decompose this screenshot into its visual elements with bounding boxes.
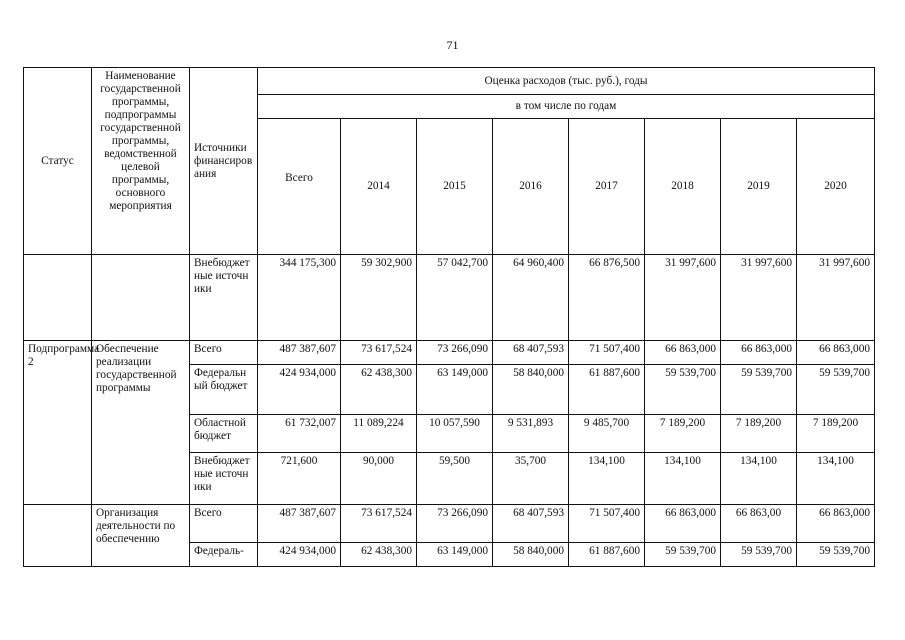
value-cell: 35,700 bbox=[493, 453, 569, 505]
table-row bbox=[24, 341, 875, 365]
value-cell: 9 531,893 bbox=[493, 415, 569, 453]
table-row bbox=[24, 505, 875, 543]
value-cell: 73 266,090 bbox=[417, 341, 493, 365]
value-cell: 59 539,700 bbox=[721, 365, 797, 415]
header-year: 2017 bbox=[569, 119, 645, 255]
header-funding-source: Источники финансирования bbox=[190, 68, 258, 255]
value-cell: 71 507,400 bbox=[569, 341, 645, 365]
value-cell: 31 997,600 bbox=[721, 255, 797, 341]
header-year: 2016 bbox=[493, 119, 569, 255]
value-cell: 64 960,400 bbox=[493, 255, 569, 341]
value-cell: 7 189,200 bbox=[645, 415, 721, 453]
value-cell: 66 863,000 bbox=[721, 341, 797, 365]
value-cell: 61 887,600 bbox=[569, 543, 645, 567]
value-cell: 90,000 bbox=[341, 453, 417, 505]
header-estimate: Оценка расходов (тыс. руб.), годы bbox=[258, 68, 875, 95]
header-program-name: Наименование государственной программы, подпрограммы государственной программы, ведомственной целевой программы, основного мероприятия bbox=[92, 68, 190, 255]
value-cell: 62 438,300 bbox=[341, 543, 417, 567]
value-cell: 59 539,700 bbox=[721, 543, 797, 567]
funding-source-cell: Федераль- bbox=[190, 543, 258, 567]
value-cell: 31 997,600 bbox=[797, 255, 875, 341]
header-by-year: в том числе по годам bbox=[258, 95, 875, 119]
header-total: Всего bbox=[258, 119, 341, 255]
value-cell: 11 089,224 bbox=[341, 415, 417, 453]
value-cell: 58 840,000 bbox=[493, 543, 569, 567]
value-cell: 73 617,524 bbox=[341, 341, 417, 365]
header-status: Статус bbox=[24, 68, 92, 255]
total-cell: 344 175,300 bbox=[258, 255, 341, 341]
header-year: 2019 bbox=[721, 119, 797, 255]
value-cell: 68 407,593 bbox=[493, 341, 569, 365]
total-cell: 487 387,607 bbox=[258, 505, 341, 543]
value-cell: 73 266,090 bbox=[417, 505, 493, 543]
status-cell bbox=[24, 255, 92, 341]
value-cell: 134,100 bbox=[645, 453, 721, 505]
header-year: 2015 bbox=[417, 119, 493, 255]
value-cell: 71 507,400 bbox=[569, 505, 645, 543]
value-cell: 66 876,500 bbox=[569, 255, 645, 341]
value-cell: 58 840,000 bbox=[493, 365, 569, 415]
funding-source-cell: Внебюджетные источники bbox=[190, 453, 258, 505]
value-cell: 62 438,300 bbox=[341, 365, 417, 415]
header-year: 2018 bbox=[645, 119, 721, 255]
funding-source-cell: Всего bbox=[190, 341, 258, 365]
value-cell: 73 617,524 bbox=[341, 505, 417, 543]
value-cell: 134,100 bbox=[721, 453, 797, 505]
value-cell: 134,100 bbox=[569, 453, 645, 505]
funding-source-cell: Областной бюджет bbox=[190, 415, 258, 453]
value-cell: 63 149,000 bbox=[417, 365, 493, 415]
value-cell: 59 539,700 bbox=[797, 365, 875, 415]
program-name-cell: Организация деятельности по обеспечению bbox=[92, 505, 190, 567]
total-cell: 487 387,607 bbox=[258, 341, 341, 365]
value-cell: 57 042,700 bbox=[417, 255, 493, 341]
value-cell: 59,500 bbox=[417, 453, 493, 505]
value-cell: 59 539,700 bbox=[645, 365, 721, 415]
header-year: 2020 bbox=[797, 119, 875, 255]
program-name-cell: Обеспечение реализации государственной программы bbox=[92, 341, 190, 505]
value-cell: 31 997,600 bbox=[645, 255, 721, 341]
value-cell: 9 485,700 bbox=[569, 415, 645, 453]
program-name-cell bbox=[92, 255, 190, 341]
value-cell: 59 539,700 bbox=[645, 543, 721, 567]
total-cell: 424 934,000 bbox=[258, 365, 341, 415]
header-year: 2014 bbox=[341, 119, 417, 255]
value-cell: 10 057,590 bbox=[417, 415, 493, 453]
value-cell: 59 539,700 bbox=[797, 543, 875, 567]
budget-table bbox=[23, 67, 875, 567]
funding-source-cell: Внебюджетные источники bbox=[190, 255, 258, 341]
value-cell: 63 149,000 bbox=[417, 543, 493, 567]
value-cell: 134,100 bbox=[797, 453, 875, 505]
value-cell: 66 863,000 bbox=[797, 505, 875, 543]
funding-source-cell: Федеральный бюджет bbox=[190, 365, 258, 415]
value-cell: 66 863,000 bbox=[797, 341, 875, 365]
value-cell: 66 863,000 bbox=[645, 505, 721, 543]
status-cell: Подпрограмма 2 bbox=[24, 341, 92, 505]
total-cell: 424 934,000 bbox=[258, 543, 341, 567]
status-cell bbox=[24, 505, 92, 567]
total-cell: 61 732,007 bbox=[258, 415, 341, 453]
funding-source-cell: Всего bbox=[190, 505, 258, 543]
value-cell: 66 863,00 bbox=[721, 505, 797, 543]
value-cell: 68 407,593 bbox=[493, 505, 569, 543]
value-cell: 66 863,000 bbox=[645, 341, 721, 365]
total-cell: 721,600 bbox=[258, 453, 341, 505]
header-row-1 bbox=[24, 68, 875, 95]
value-cell: 61 887,600 bbox=[569, 365, 645, 415]
value-cell: 59 302,900 bbox=[341, 255, 417, 341]
table-row bbox=[24, 255, 875, 341]
value-cell: 7 189,200 bbox=[721, 415, 797, 453]
value-cell: 7 189,200 bbox=[797, 415, 875, 453]
page-number: 71 bbox=[446, 38, 459, 52]
